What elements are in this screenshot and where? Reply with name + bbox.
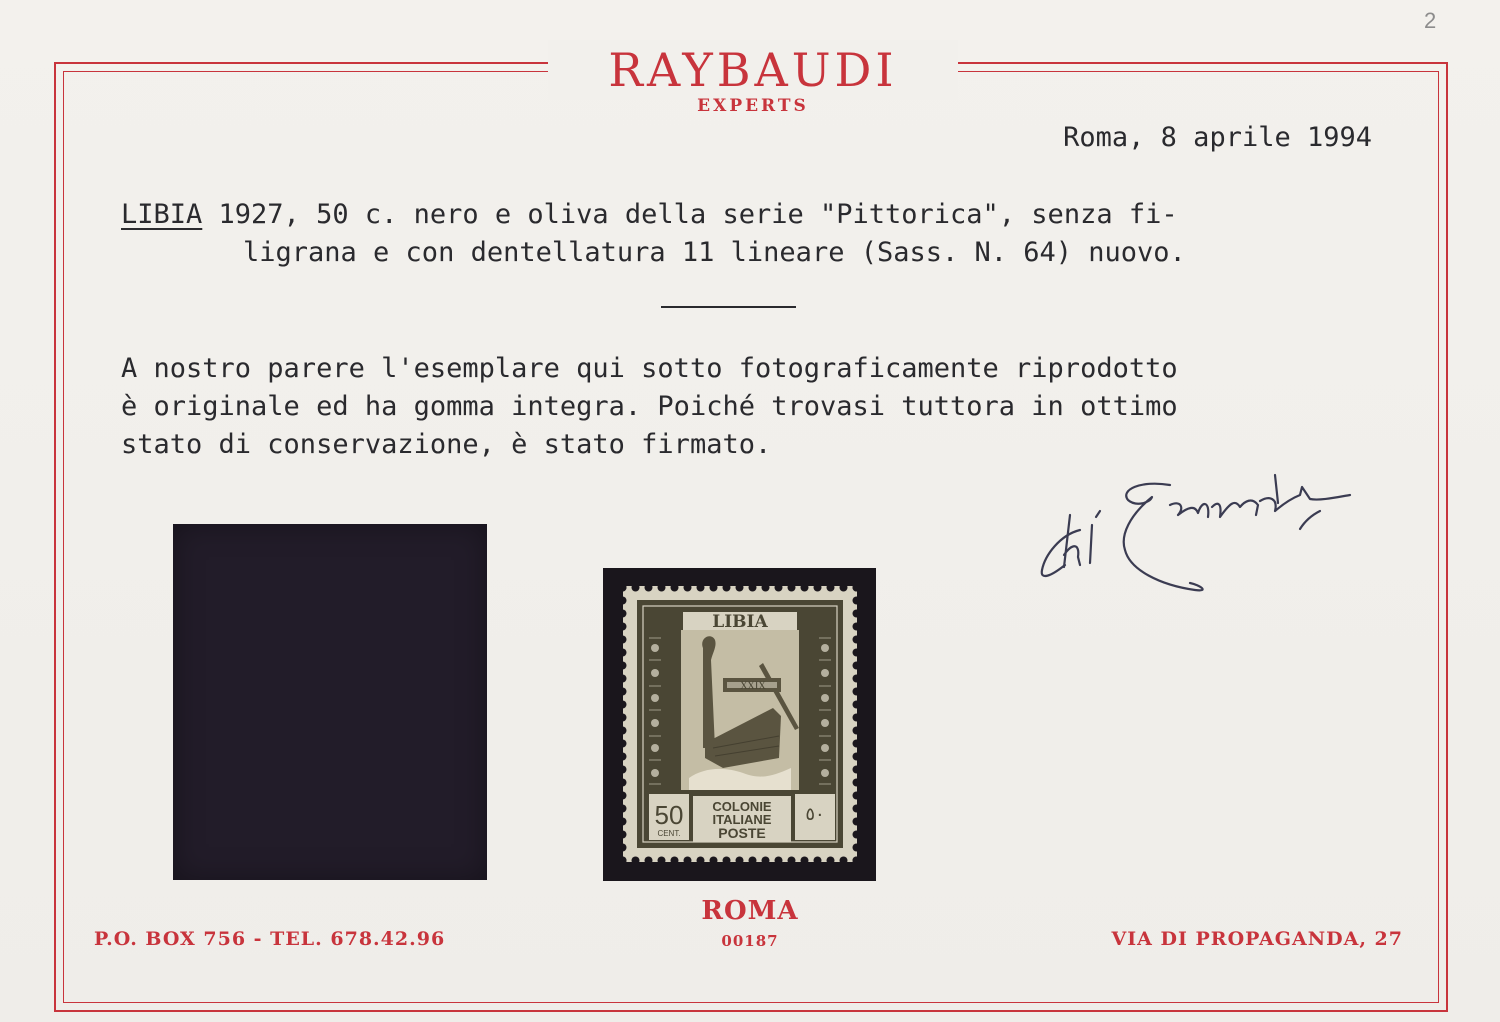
stamp-value-unit: CENT. [657,829,681,838]
brand-name: RAYBAUDI [608,43,898,97]
footer-address: VIA DI PROPAGANDA, 27 [1111,928,1403,950]
opinion-line2: è originale ed ha gomma integra. Poiché trovasi tuttora in ottimo [121,391,1178,422]
opinion-line3: stato di conservazione, è stato firmato. [121,429,772,460]
expert-opinion [121,350,1178,464]
stamp-arabic-value: ٥٠ [805,804,825,825]
footer-city: ROMA [701,896,799,926]
footer-contact: P.O. BOX 756 - TEL. 678.42.96 [94,928,446,950]
expert-signature [1020,455,1370,615]
item-line2: ligrana e con dentellatura 11 lineare (Sass. N. 64) nuovo. [243,237,1186,268]
stamp-legend-1: COLONIE [712,799,772,814]
item-description [121,196,1186,272]
brand-subtitle: EXPERTS [697,96,809,116]
stamp-ship-number: XXIX [740,681,766,692]
stamp-legend-2: ITALIANE [712,812,772,827]
separator-line [661,306,796,308]
stamp-image [603,568,876,881]
stamp-value: 50 [654,800,684,830]
stamp-country: LIBIA [712,612,768,632]
stamp-legend-3: POSTE [718,825,766,841]
item-country: LIBIA [121,199,203,230]
stamp-front-photo [603,568,876,881]
item-line1: 1927, 50 c. nero e oliva della serie "Pittorica", senza fi- [202,199,1178,230]
corner-mark: 2 [1424,8,1437,33]
footer-zip: 00187 [721,932,779,950]
place-date: Roma, 8 aprile 1994 [1063,122,1372,153]
opinion-line1: A nostro parere l'esemplare qui sotto fotograficamente riprodotto [121,353,1178,384]
stamp-back-photo [173,524,487,880]
